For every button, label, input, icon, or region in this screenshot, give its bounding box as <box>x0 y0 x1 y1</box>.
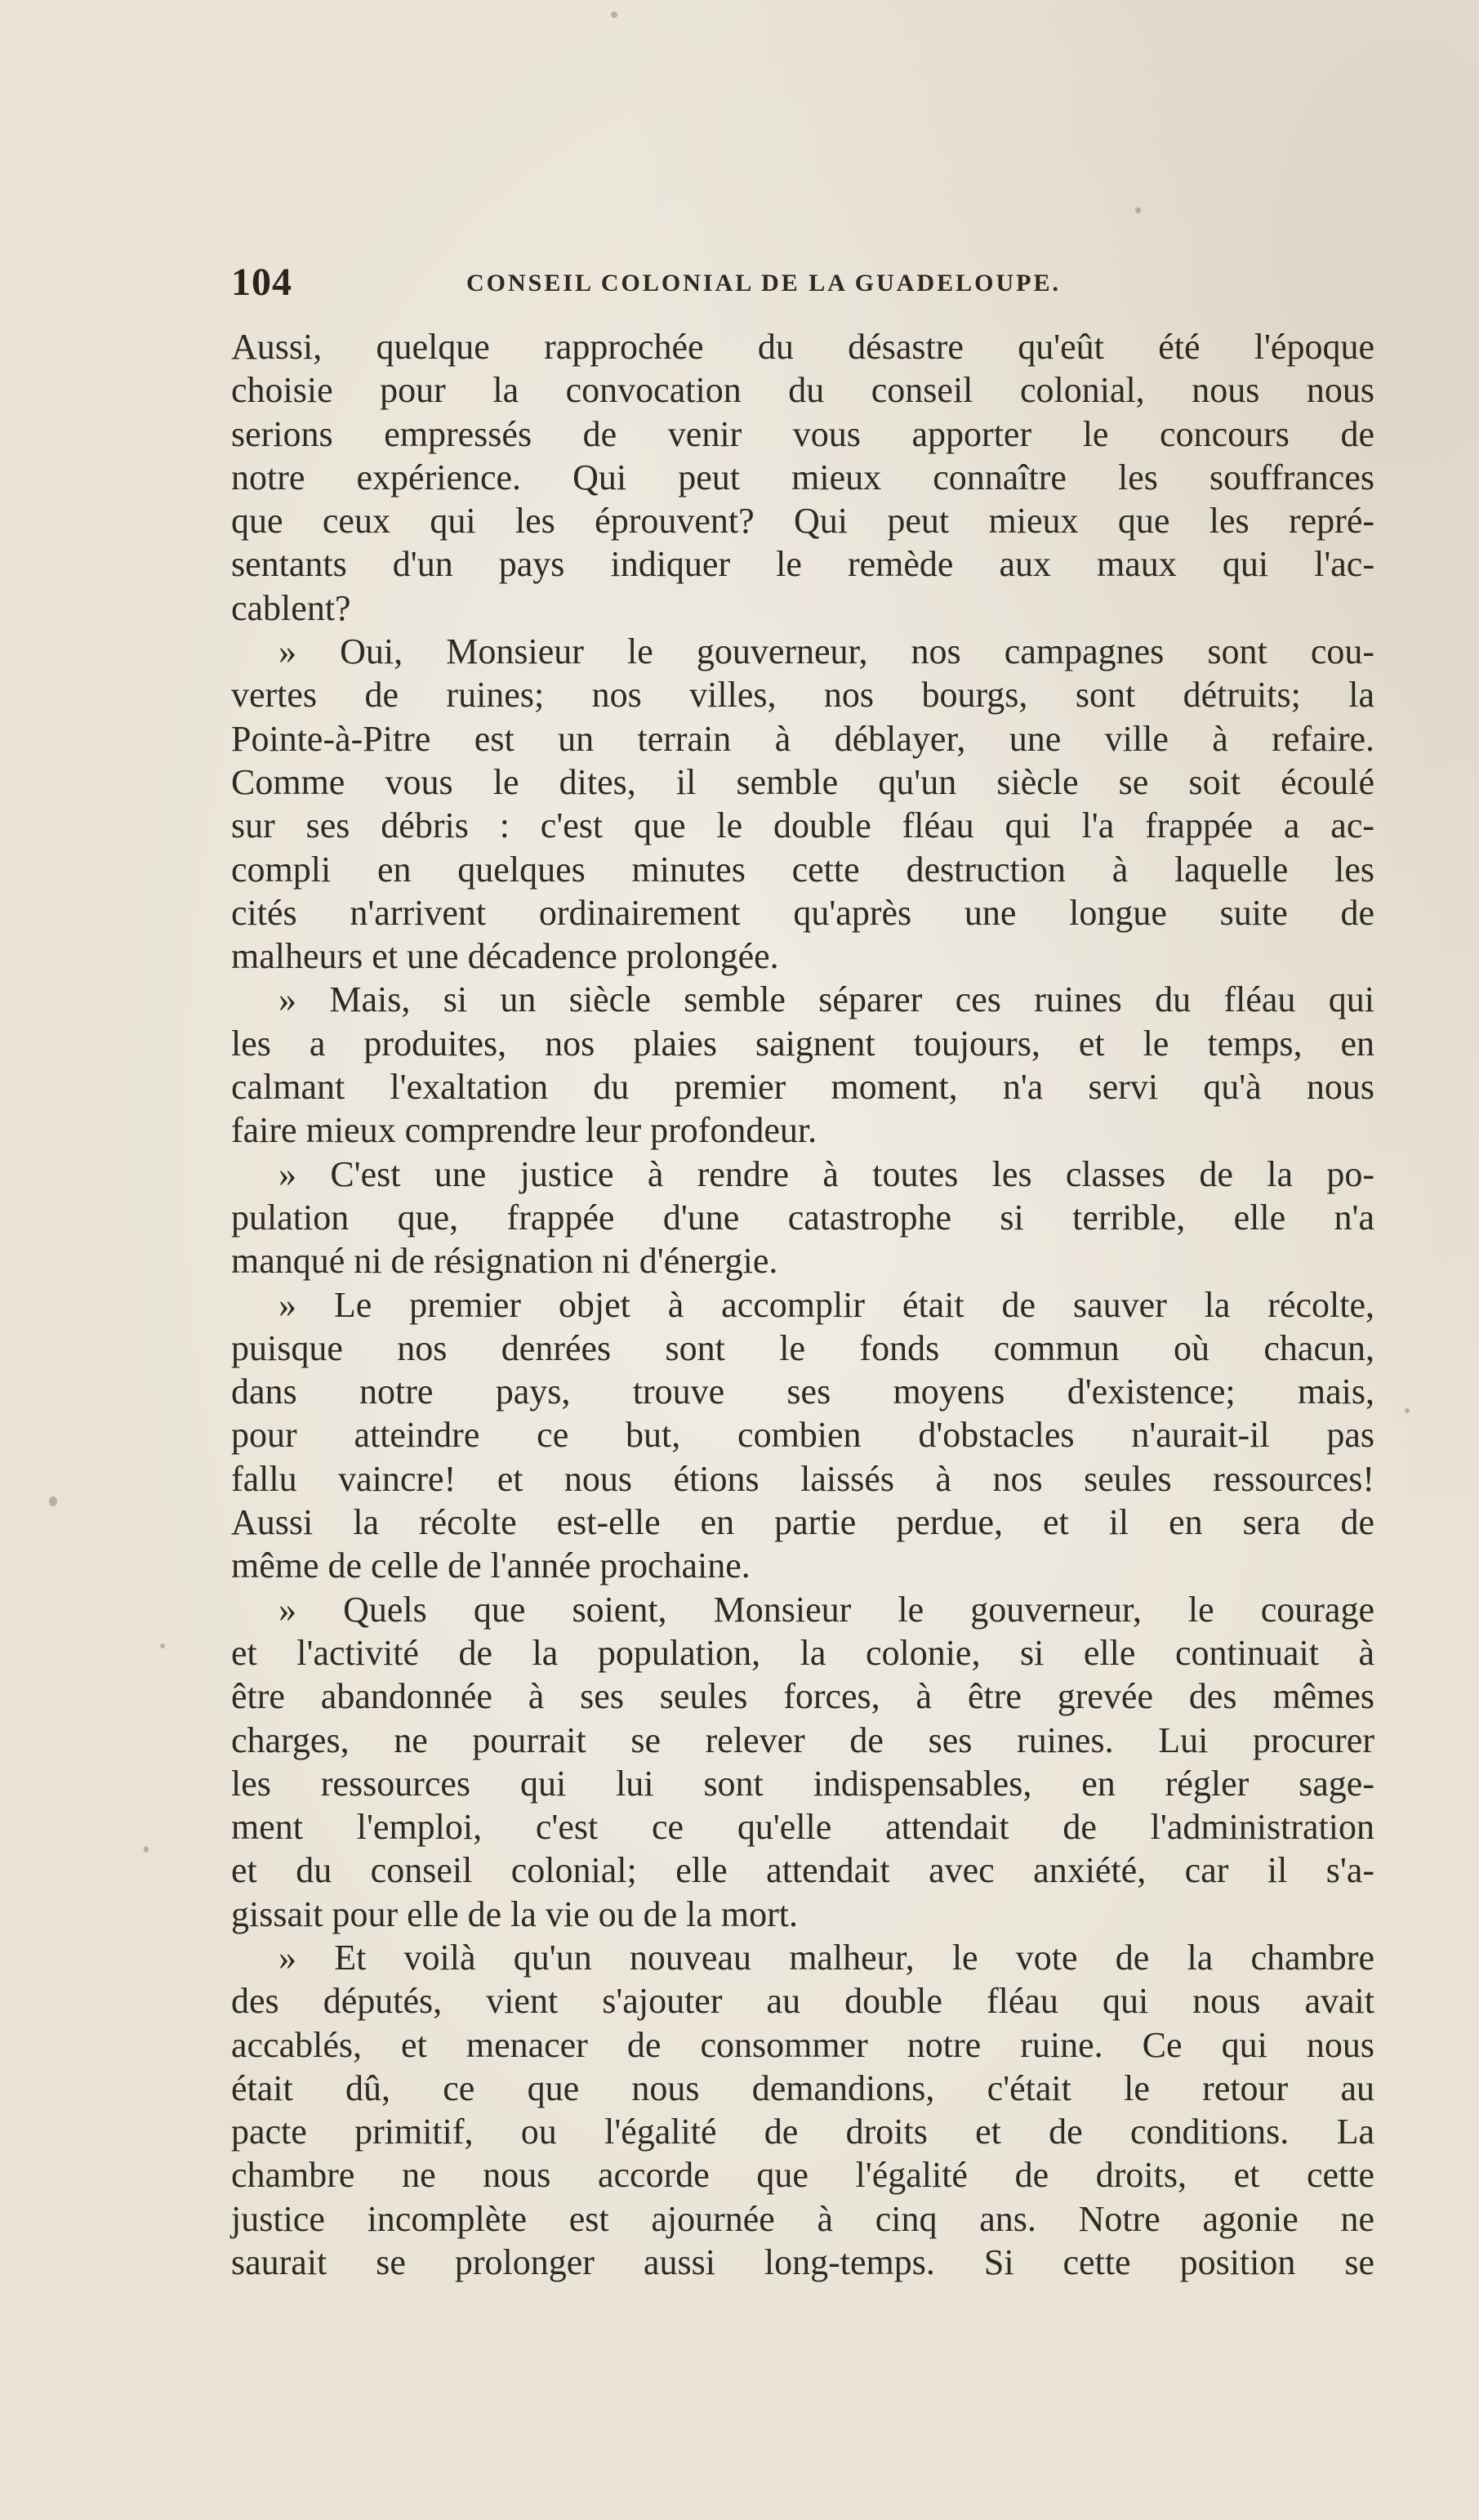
text-line: malheurs et une décadence prolongée. <box>231 936 779 977</box>
text-line: était dû, ce que nous demandions, c'était le retour au <box>231 2067 1374 2108</box>
text-line: manqué ni de résignation ni d'énergie. <box>231 1241 778 1282</box>
text-line: fallu vaincre! et nous étions laissés à nos seules ressources! <box>231 1458 1374 1499</box>
body-text <box>231 325 1374 2284</box>
text-line: des députés, vient s'ajouter au double fléau qui nous avait <box>231 1981 1374 2022</box>
text-line: les ressources qui lui sont indispensables, en régler sage- <box>231 1763 1374 1804</box>
text-line: ment l'emploi, c'est ce qu'elle attendait de l'administration <box>231 1807 1374 1848</box>
text-line: saurait se prolonger aussi long-temps. Si cette position se <box>231 2242 1374 2283</box>
text-line: Pointe-à-Pitre est un terrain à déblayer, une ville à refaire. <box>231 718 1374 759</box>
text-line: » Et voilà qu'un nouveau malheur, le vote de la chambre <box>278 1937 1374 1978</box>
text-line: » Quels que soient, Monsieur le gouverneur, le courage <box>278 1589 1374 1630</box>
text-line: Aussi la récolte est-elle en partie perdue, et il en sera de <box>231 1502 1374 1543</box>
text-line: et du conseil colonial; elle attendait avec anxiété, car il s'a- <box>231 1850 1374 1891</box>
text-line: sur ses débris : c'est que le double fléau qui l'a frappée a ac- <box>231 805 1374 846</box>
text-line: serions empressés de venir vous apporter le concours de <box>231 413 1374 454</box>
text-line: cablent? <box>231 587 351 628</box>
text-line: gissait pour elle de la vie ou de la mort. <box>231 1893 799 1934</box>
text-line: même de celle de l'année prochaine. <box>231 1545 751 1586</box>
text-line: » Mais, si un siècle semble séparer ces ruines du fléau qui <box>278 979 1374 1020</box>
text-line: cités n'arrivent ordinairement qu'après une longue suite de <box>231 892 1374 933</box>
paper-speck <box>1405 1408 1410 1413</box>
text-line: » C'est une justice à rendre à toutes les classes de la po- <box>278 1153 1374 1194</box>
text-line: puisque nos denrées sont le fonds commun où chacun, <box>231 1327 1374 1368</box>
text-line: charges, ne pourrait se relever de ses ruines. Lui procurer <box>231 1719 1374 1760</box>
text-line: Comme vous le dites, il semble qu'un siècle se soit écoulé <box>231 761 1374 802</box>
text-line: calmant l'exaltation du premier moment, n'a servi qu'à nous <box>231 1067 1374 1108</box>
text-line: justice incomplète est ajournée à cinq ans. Notre agonie ne <box>231 2198 1374 2239</box>
text-line: Aussi, quelque rapprochée du désastre qu'eût été l'époque <box>231 327 1374 367</box>
page-number: 104 <box>231 261 292 304</box>
text-line: dans notre pays, trouve ses moyens d'existence; mais, <box>231 1372 1374 1412</box>
text-line: » Le premier objet à accomplir était de sauver la récolte, <box>278 1284 1374 1325</box>
paper-speck <box>611 11 617 18</box>
text-line: faire mieux comprendre leur profondeur. <box>231 1110 817 1151</box>
text-line: et l'activité de la population, la colonie, si elle continuait à <box>231 1632 1374 1673</box>
text-line: chambre ne nous accorde que l'égalité de droits, et cette <box>231 2155 1374 2196</box>
text-line: les a produites, nos plaies saignent toujours, et le temps, en <box>231 1023 1374 1064</box>
text-line: sentants d'un pays indiquer le remède aux maux qui l'ac- <box>231 544 1374 585</box>
text-line: vertes de ruines; nos villes, nos bourgs, sont détruits; la <box>231 675 1374 716</box>
text-line: pacte primitif, ou l'égalité de droits et de conditions. La <box>231 2112 1374 2152</box>
text-line: que ceux qui les éprouvent? Qui peut mieux que les repré- <box>231 501 1374 542</box>
text-line: compli en quelques minutes cette destruction à laquelle les <box>231 849 1374 890</box>
text-line: choisie pour la convocation du conseil colonial, nous nous <box>231 370 1374 411</box>
paper-speck <box>160 1644 165 1648</box>
text-line: être abandonnée à ses seules forces, à être grevée des mêmes <box>231 1676 1374 1717</box>
paper-speck <box>144 1846 149 1853</box>
page-header <box>231 260 1374 309</box>
text-line: » Oui, Monsieur le gouverneur, nos campagnes sont cou- <box>278 631 1374 672</box>
text-line: accablés, et menacer de consommer notre ruine. Ce qui nous <box>231 2024 1374 2065</box>
paper-speck <box>1135 207 1141 213</box>
running-head: CONSEIL COLONIAL DE LA GUADELOUPE. <box>466 270 1061 297</box>
text-line: notre expérience. Qui peut mieux connaître les souffrances <box>231 457 1374 497</box>
text-line: pulation que, frappée d'une catastrophe si terrible, elle n'a <box>231 1197 1374 1238</box>
paper-speck <box>49 1496 57 1506</box>
text-line: pour atteindre ce but, combien d'obstacles n'aurait-il pas <box>231 1415 1374 1456</box>
